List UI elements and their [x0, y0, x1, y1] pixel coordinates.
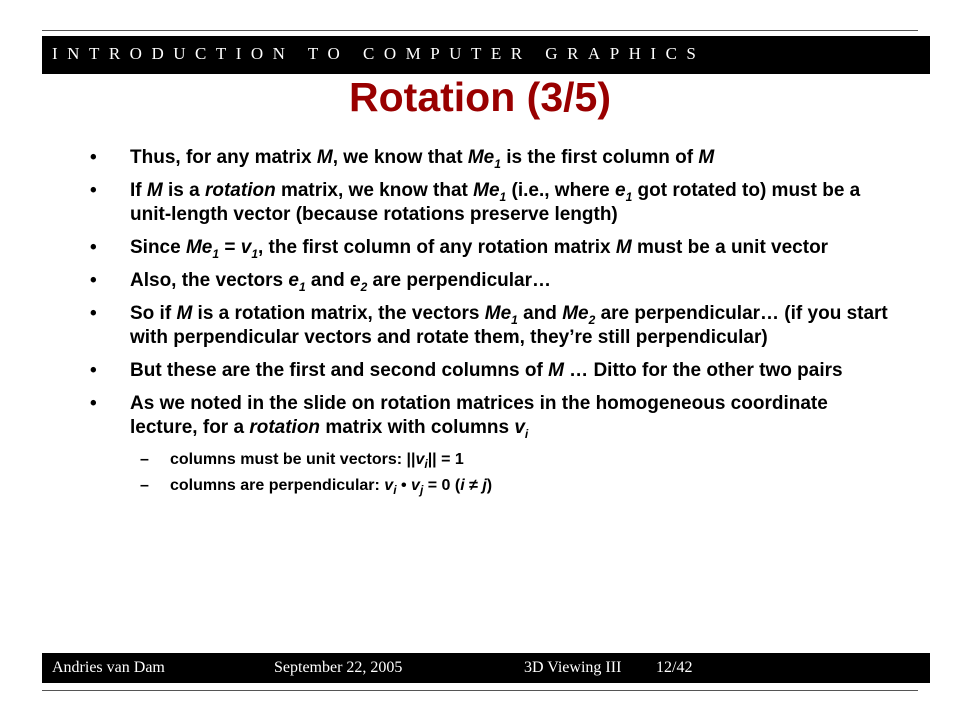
text-run: are perpendicular… (if you start with perpendicular vectors and rotate them, they’re still perpendicular)	[130, 303, 888, 348]
bullet-dot-icon: •	[90, 360, 97, 381]
bullet-text	[130, 147, 715, 171]
text-run: matrix with columns	[320, 417, 515, 438]
text-run: 1	[212, 246, 220, 261]
text-run: is a rotation matrix, the vectors	[192, 303, 485, 324]
text-run: matrix, we know that	[275, 180, 474, 201]
footer-author: Andries van Dam	[52, 659, 165, 676]
text-run: =	[219, 237, 241, 258]
text-run: v	[415, 451, 425, 468]
bullet-item	[88, 302, 888, 350]
text-run: = 0 (	[423, 477, 461, 494]
text-run: 1	[511, 312, 518, 327]
footer-band	[42, 653, 930, 683]
text-run: v	[411, 477, 420, 494]
bullet-dot-icon: •	[90, 270, 97, 291]
text-run: ≠	[464, 477, 483, 494]
text-run	[251, 247, 258, 261]
sub-bullet-text	[170, 477, 493, 498]
text-run: got rotated to) must be a unit-length vector (because rotations preserve length)	[130, 180, 861, 225]
text-run: •	[396, 477, 412, 494]
text-run: must be a unit vector	[631, 237, 829, 258]
bullet-text	[130, 237, 829, 261]
text-run: 1	[251, 246, 258, 261]
text-run: , we know that	[332, 147, 468, 168]
text-run: v	[240, 237, 252, 258]
bullet-text	[130, 303, 888, 348]
text-run: M	[548, 360, 564, 381]
bullet-dot-icon: •	[90, 303, 97, 324]
text-run: If	[130, 180, 147, 201]
footer-lecture: 3D Viewing III	[524, 659, 622, 676]
text-run: and	[305, 270, 350, 291]
text-run: So if	[130, 303, 177, 324]
text-run: v	[384, 477, 394, 494]
text-run: (i.e., where	[506, 180, 615, 201]
text-run: M	[176, 303, 193, 324]
text-run	[525, 427, 528, 441]
text-run: Me	[562, 303, 589, 324]
footer-page-number: 12/42	[656, 659, 693, 676]
bullet-item	[88, 269, 888, 293]
text-run: e	[614, 180, 626, 201]
bullet-dot-icon: •	[90, 180, 97, 201]
text-run: Also, the vectors	[130, 270, 289, 291]
bullet-item	[88, 179, 888, 227]
sub-bullet-text	[170, 451, 464, 472]
text-run: rotation	[204, 180, 276, 201]
text-run: 2	[360, 279, 368, 294]
text-run: Me	[467, 147, 495, 168]
text-run: i	[524, 426, 529, 441]
top-rule	[42, 30, 918, 31]
text-run: e	[288, 270, 299, 291]
bullet-item	[88, 236, 888, 260]
text-run: … Ditto for the other two pairs	[563, 360, 843, 381]
text-run: columns are perpendicular:	[170, 477, 385, 494]
slide-content	[88, 146, 888, 501]
sub-bullet-item	[88, 475, 888, 497]
text-run: j	[419, 483, 424, 498]
text-run: i	[393, 483, 397, 498]
bullet-text	[130, 180, 860, 225]
dash-icon: –	[140, 451, 149, 468]
text-run: e	[350, 270, 361, 291]
bullet-item	[88, 146, 888, 170]
text-run: Me	[185, 237, 213, 258]
text-run: M	[316, 147, 333, 168]
bullet-text	[130, 393, 828, 441]
header-band	[42, 36, 930, 74]
text-run: , the first column of any rotation matrix	[258, 237, 616, 258]
text-run: columns must be unit vectors: ||	[170, 451, 416, 468]
slide-title: Rotation (3/5)	[349, 74, 611, 120]
text-run: v	[514, 417, 525, 438]
text-run	[511, 313, 518, 327]
bullet-item	[88, 359, 888, 383]
footer-date: September 22, 2005	[274, 659, 403, 676]
bullet-text	[130, 270, 551, 294]
text-run: Me	[484, 303, 512, 324]
text-run: 1	[499, 189, 507, 204]
sub-bullet-item	[88, 449, 888, 471]
dash-icon: –	[140, 477, 149, 494]
text-run: are perpendicular…	[367, 270, 551, 291]
text-run: 1	[298, 279, 306, 294]
text-run: Since	[130, 237, 186, 258]
text-run: is the first column of	[500, 147, 699, 168]
text-run: )	[486, 477, 493, 494]
text-run: || = 1	[427, 451, 464, 468]
text-run: 1	[494, 156, 501, 171]
text-run: i	[424, 457, 428, 472]
text-run: rotation	[249, 417, 321, 438]
text-run: M	[698, 147, 715, 168]
course-title: INTRODUCTION TO COMPUTER GRAPHICS	[52, 44, 706, 63]
text-run: M	[146, 180, 163, 201]
text-run: i	[460, 477, 465, 494]
bullet-text	[130, 360, 843, 381]
text-run: is a	[162, 180, 205, 201]
bullet-dot-icon: •	[90, 393, 97, 414]
text-run: As we noted in the slide on rotation matrices in the homogeneous coordinate lecture, for a	[130, 393, 828, 438]
bullet-list	[88, 146, 888, 440]
text-run	[299, 280, 306, 294]
text-run: and	[517, 303, 563, 324]
text-run: 1	[625, 189, 633, 204]
text-run: j	[482, 477, 487, 494]
text-run: Me	[473, 180, 500, 201]
bullet-dot-icon: •	[90, 237, 97, 258]
text-run: Thus, for any matrix	[130, 147, 317, 168]
text-run	[494, 157, 501, 171]
sub-bullet-list	[88, 449, 888, 497]
bullet-item	[88, 392, 888, 440]
text-run: 2	[588, 312, 596, 327]
bottom-rule	[42, 690, 918, 691]
bullet-dot-icon: •	[90, 147, 97, 168]
text-run: M	[615, 237, 632, 258]
text-run: But these are the first and second columns of	[130, 360, 549, 381]
